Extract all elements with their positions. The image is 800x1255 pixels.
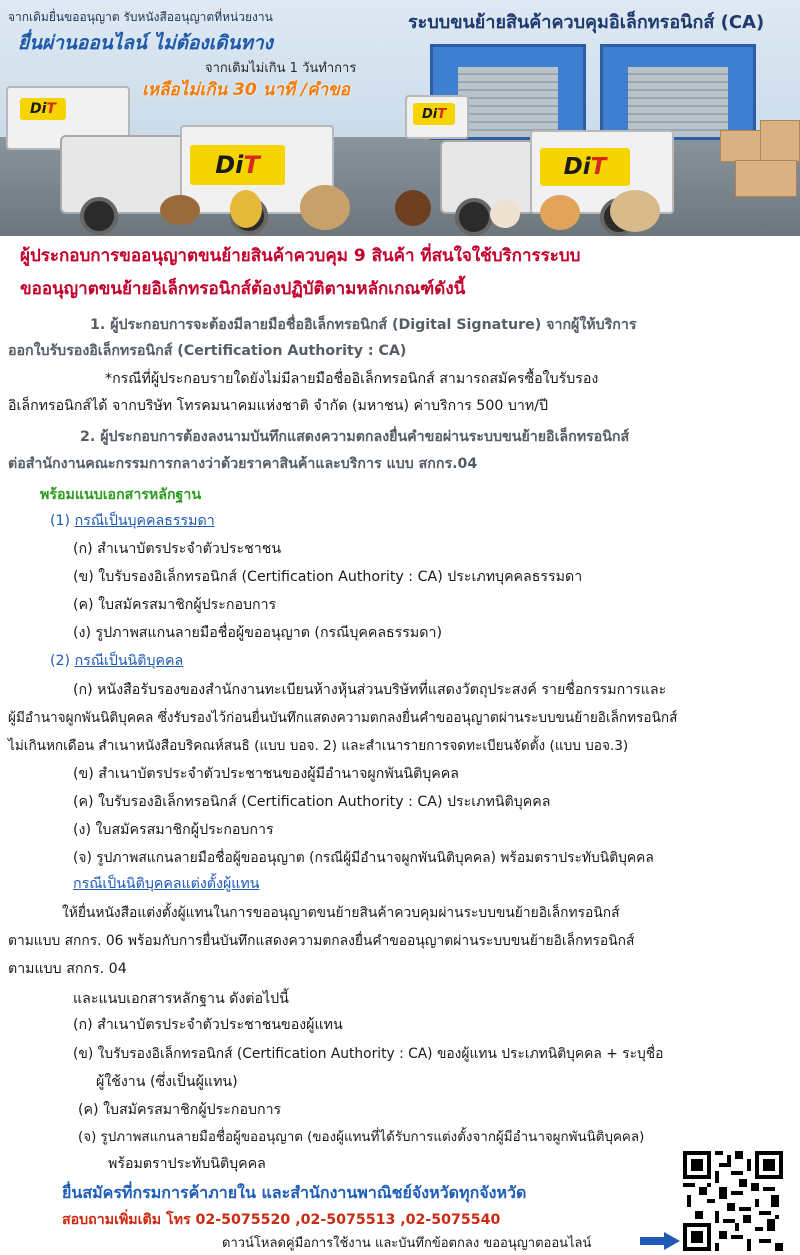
dit-logo: Di T bbox=[20, 98, 66, 120]
banner-caption-time-after: เหลือไม่เกิน 30 นาที /คำขอ bbox=[142, 80, 350, 100]
banner-caption-time-before: จากเดิมไม่เกิน 1 วันทำการ bbox=[205, 61, 357, 76]
case-2-item-c: (ค) ใบรับรองอิเล็กทรอนิกส์ (Certification Authority : CA) ประเภทนิติบุคคล bbox=[73, 794, 551, 810]
banner-title: ระบบขนย้ายสินค้าควบคุมอิเล็กทรอนิกส์ (CA) bbox=[408, 12, 765, 33]
download-manual-link[interactable]: ดาวน์โหลดคู่มือการใช้งาน และบันทึกข้อตกลง ขออนุญาตออนไลน์ bbox=[222, 1236, 592, 1251]
case-2-item-a-line-3: ไม่เกินหกเดือน สำเนาหนังสือบริคณห์สนธิ (แบบ บอจ. 2) และสำเนารายการจดทะเบียนจัดตั้ง (แบบ บอจ.3) bbox=[8, 738, 629, 754]
qr-code-icon[interactable] bbox=[683, 1151, 783, 1251]
dit-logo: Di T bbox=[190, 145, 285, 185]
rule-1-line-1: 1. ผู้ประกอบการจะต้องมีลายมือชื่ออิเล็กทรอนิกส์ (Digital Signature) จากผู้ให้บริการ bbox=[90, 317, 637, 333]
banner-slogan: ยื่นผ่านออนไลน์ ไม่ต้องเดินทาง bbox=[18, 32, 273, 54]
case-1-item-b: (ข) ใบรับรองอิเล็กทรอนิกส์ (Certification Authority : CA) ประเภทบุคคลธรรมดา bbox=[73, 569, 583, 585]
arrow-right-icon bbox=[640, 1232, 680, 1250]
case-1-heading bbox=[50, 512, 215, 530]
dit-logo: Di T bbox=[413, 103, 455, 125]
case-2-number: (2) bbox=[50, 653, 71, 669]
banner-image bbox=[0, 0, 800, 236]
case-1-item-a: (ก) สำเนาบัตรประจำตัวประชาชน bbox=[73, 541, 282, 557]
case-2-item-a-line-1: (ก) หนังสือรับรองของสำนักงานทะเบียนห้างหุ้นส่วนบริษัทที่แสดงวัตถุประสงค์ รายชื่อกรรมการและ bbox=[73, 682, 667, 698]
case-3-item-a: (ก) สำเนาบัตรประจำตัวประชาชนของผู้แทน bbox=[73, 1017, 343, 1033]
rule-1-line-2: ออกใบรับรองอิเล็กทรอนิกส์ (Certification Authority : CA) bbox=[8, 343, 407, 359]
rule-2-line-1: 2. ผู้ประกอบการต้องลงนามบันทึกแสดงความตกลงยื่นคำขอผ่านระบบขนย้ายอิเล็กทรอนิกส์ bbox=[80, 429, 630, 445]
banner-caption-before: จากเดิมยื่นขออนุญาต รับหนังสืออนุญาตที่หน่วยงาน bbox=[8, 10, 273, 24]
apply-location: ยื่นสมัครที่กรมการค้าภายใน และสำนักงานพาณิชย์จังหวัดทุกจังหวัด bbox=[62, 1183, 527, 1202]
attachments-heading: พร้อมแนบเอกสารหลักฐาน bbox=[40, 487, 202, 503]
case-3-item-b-line-1: (ข) ใบรับรองอิเล็กทรอนิกส์ (Certification Authority : CA) ของผู้แทน ประเภทนิติบุคคล + ระบุชื่อ bbox=[73, 1046, 664, 1062]
warehouse-graphic bbox=[600, 44, 756, 140]
case-1-number: (1) bbox=[50, 513, 71, 529]
case-2-item-b: (ข) สำเนาบัตรประจำตัวประชาชนของผู้มีอำนาจผูกพันนิติบุคคล bbox=[73, 766, 459, 782]
case-2-heading bbox=[50, 652, 183, 670]
case-3-line-1: ให้ยื่นหนังสือแต่งตั้งผู้แทนในการขออนุญาตขนย้ายสินค้าควบคุมผ่านระบบขนย้ายอิเล็กทรอนิกส์ bbox=[62, 905, 620, 921]
case-1-item-d: (ง) รูปภาพสแกนลายมือชื่อผู้ขออนุญาต (กรณีบุคคลธรรมดา) bbox=[73, 625, 442, 641]
dit-logo: Di T bbox=[540, 148, 630, 186]
case-1-item-c: (ค) ใบสมัครสมาชิกผู้ประกอบการ bbox=[73, 597, 277, 613]
case-2-title: กรณีเป็นนิติบุคคล bbox=[74, 653, 184, 669]
heading-line-2: ขออนุญาตขนย้ายอิเล็กทรอนิกส์ต้องปฏิบัติตามหลักเกณฑ์ดังนี้ bbox=[20, 279, 466, 299]
case-3-item-b-line-2: ผู้ใช้งาน (ซึ่งเป็นผู้แทน) bbox=[96, 1074, 238, 1090]
case-2-item-a-line-2: ผู้มีอำนาจผูกพันนิติบุคคล ซึ่งรับรองไว้ก่อนยื่นบันทึกแสดงความตกลงยื่นคำขออนุญาตผ่านระบบขนย้ายอิเล็กทรอนิกส์ bbox=[8, 710, 678, 726]
case-3-line-3: ตามแบบ สกกร. 04 bbox=[8, 961, 127, 977]
rule-2-line-2: ต่อสำนักงานคณะกรรมการกลางว่าด้วยราคาสินค้าและบริการ แบบ สกกร.04 bbox=[8, 456, 478, 472]
case-3-line-2: ตามแบบ สกกร. 06 พร้อมกับการยื่นบันทึกแสดงความตกลงยื่นคำขออนุญาตผ่านระบบขนย้ายอิเล็กทรอนิกส์ bbox=[8, 933, 635, 949]
case-3-item-d-line-1: (จ) รูปภาพสแกนลายมือชื่อผู้ขออนุญาต (ของผู้แทนที่ได้รับการแต่งตั้งจากผู้มีอำนาจผูกพันนิติบุคคล) bbox=[78, 1130, 645, 1145]
contact-phone: สอบถามเพิ่มเติม โทร 02-5075520 ,02-5075513 ,02-5075540 bbox=[62, 1212, 501, 1228]
case-2-item-e: (จ) รูปภาพสแกนลายมือชื่อผู้ขออนุญาต (กรณีผู้มีอำนาจผูกพันนิติบุคคล) พร้อมตราประทับนิติบุคคล bbox=[73, 850, 654, 866]
heading-line-1: ผู้ประกอบการขออนุญาตขนย้ายสินค้าควบคุม 9 สินค้า ที่สนใจใช้บริการระบบ bbox=[20, 246, 581, 266]
note-line-1: *กรณีที่ผู้ประกอบรายใดยังไม่มีลายมือชื่ออิเล็กทรอนิกส์ สามารถสมัครซื้อใบรับรอง bbox=[105, 371, 599, 387]
case-1-title: กรณีเป็นบุคคลธรรมดา bbox=[74, 513, 215, 529]
case-3-line-4: และแนบเอกสารหลักฐาน ดังต่อไปนี้ bbox=[73, 991, 289, 1007]
case-3-item-c: (ค) ใบสมัครสมาชิกผู้ประกอบการ bbox=[78, 1102, 282, 1118]
case-3-item-d-line-2: พร้อมตราประทับนิติบุคคล bbox=[108, 1156, 266, 1172]
note-line-2: อิเล็กทรอนิกส์ได้ จากบริษัท โทรคมนาคมแห่งชาติ จำกัด (มหาชน) ค่าบริการ 500 บาท/ปี bbox=[8, 398, 548, 414]
case-2-item-d: (ง) ใบสมัครสมาชิกผู้ประกอบการ bbox=[73, 822, 274, 838]
case-3-title: กรณีเป็นนิติบุคคลแต่งตั้งผู้แทน bbox=[73, 876, 260, 892]
